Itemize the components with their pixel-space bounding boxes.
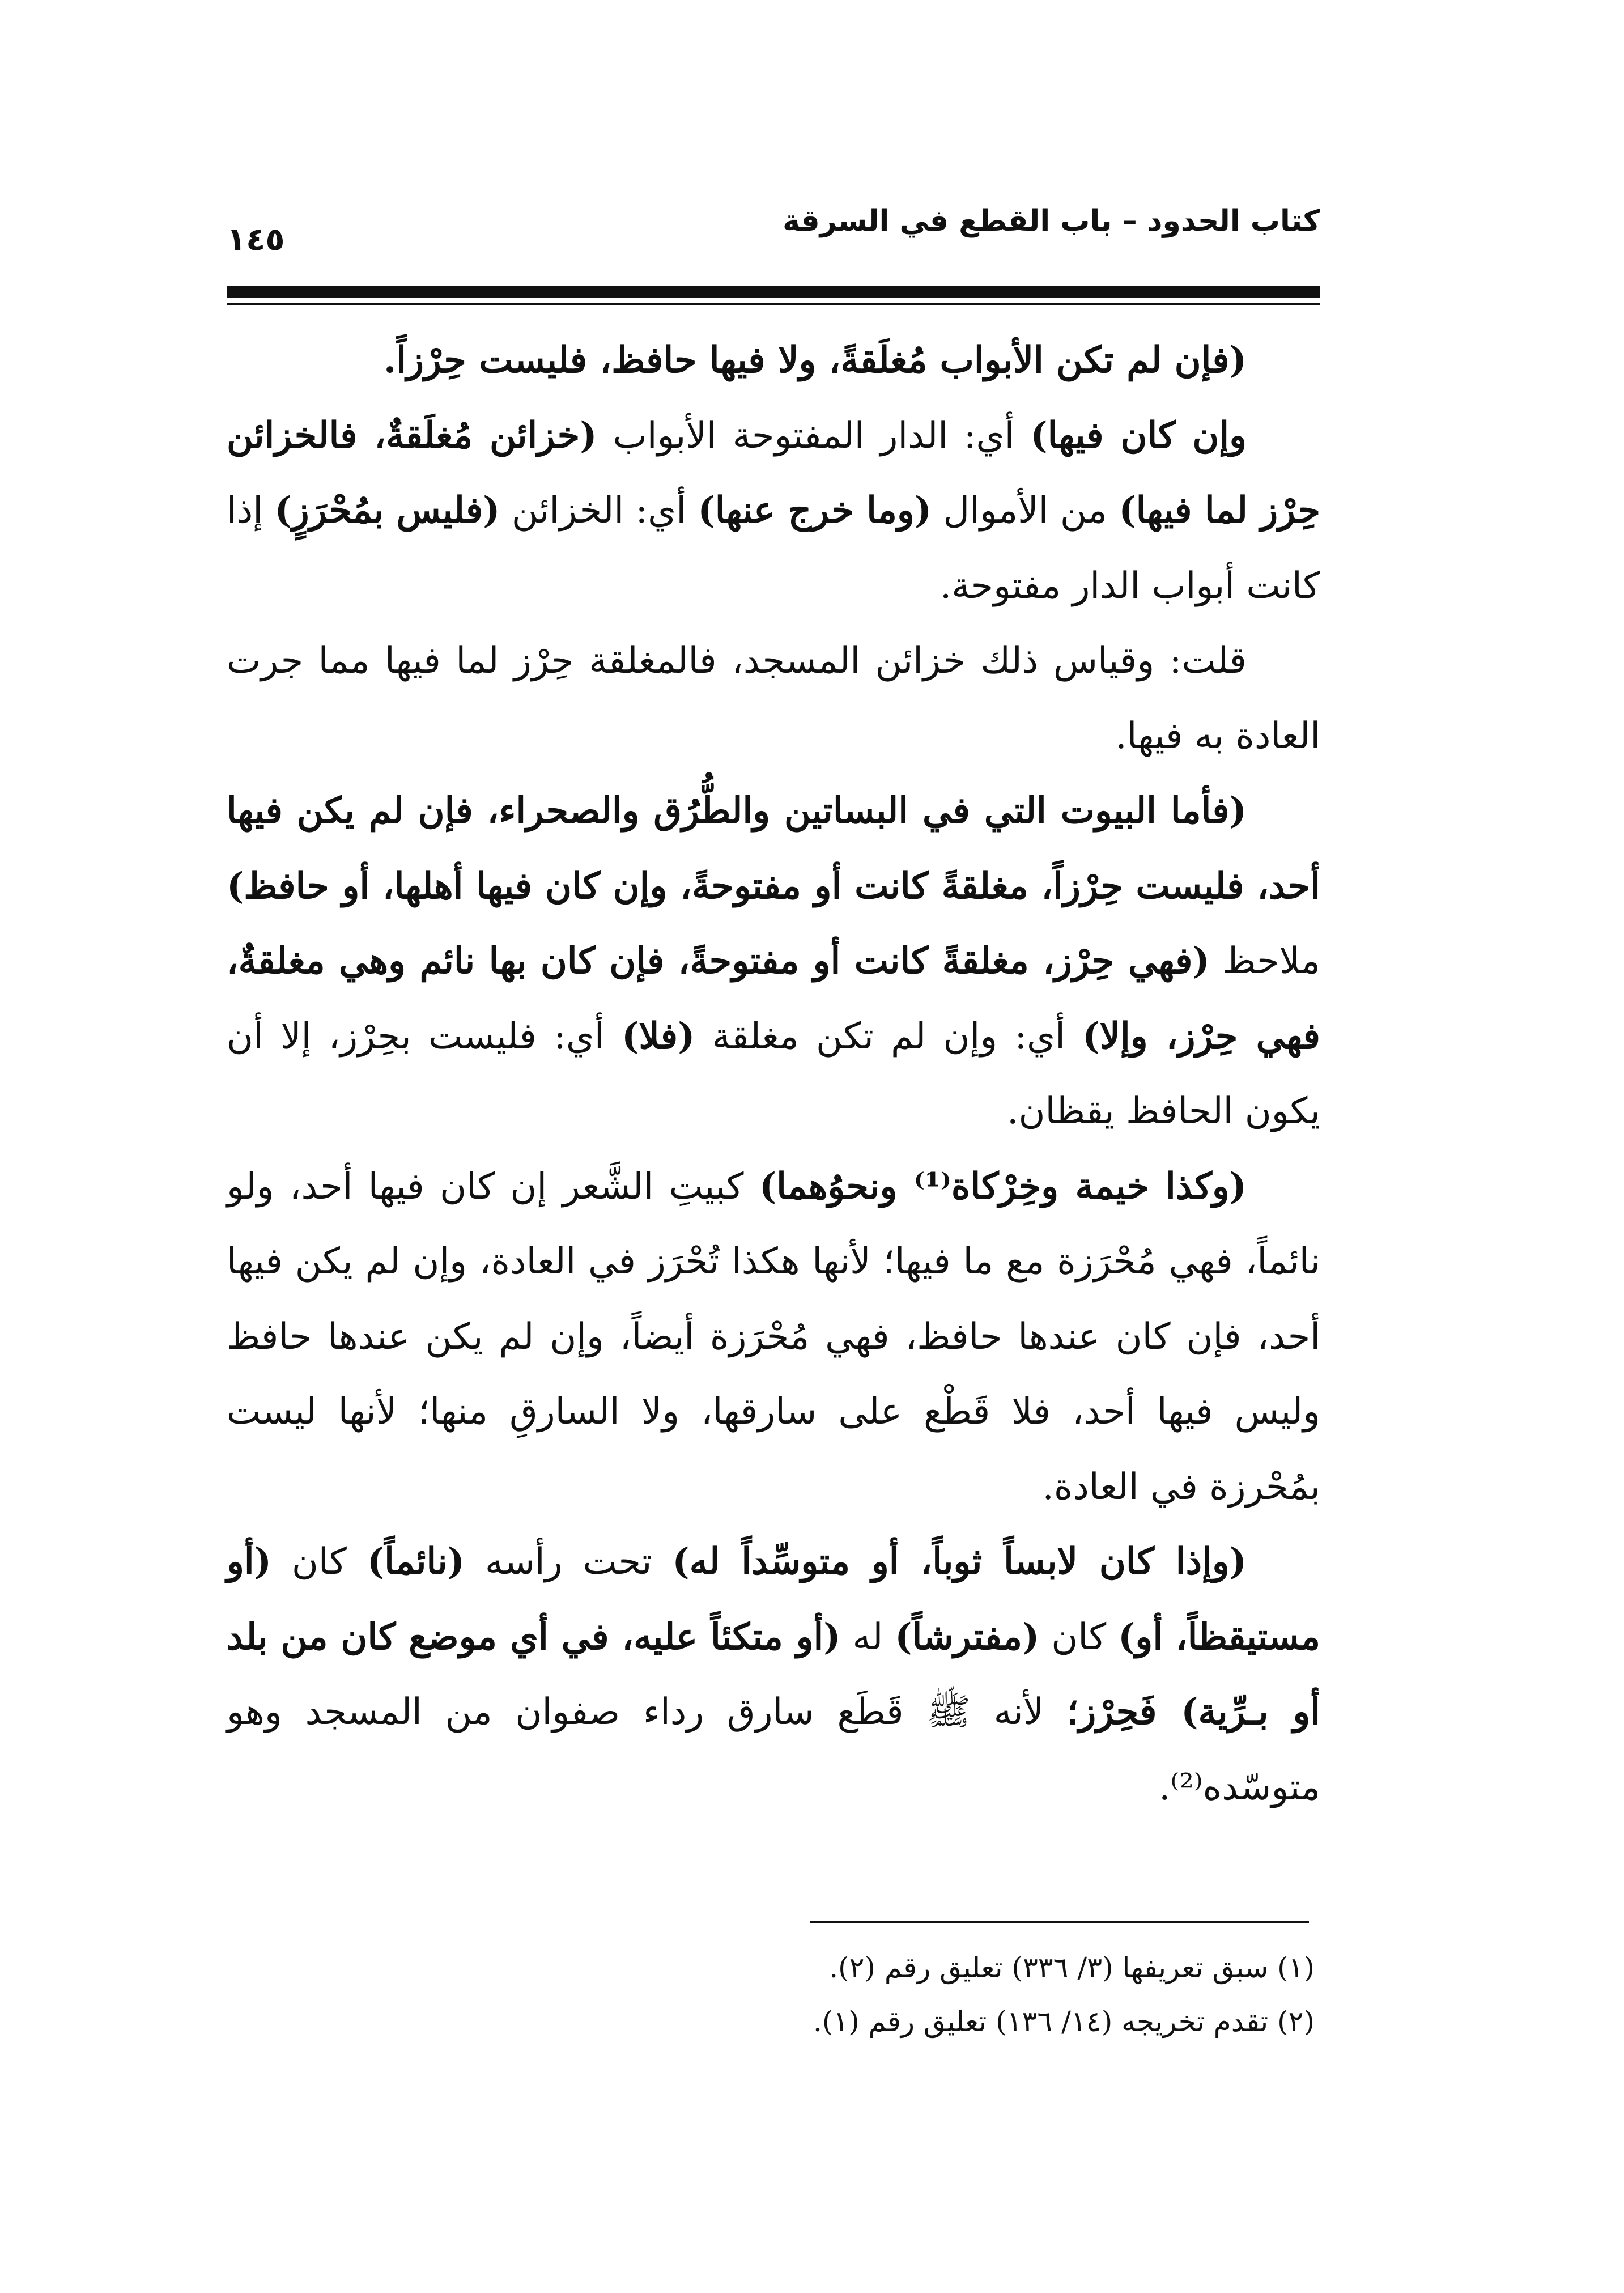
commentary-text: كان (271, 1541, 367, 1583)
running-title: كتاب الحدود – باب القطع في السرقة (783, 204, 1320, 238)
paragraph (227, 323, 1320, 398)
commentary-text: إذا كانت أبواب الدار مفتوحة. (227, 490, 1320, 607)
paragraph (227, 1149, 1320, 1525)
commentary-text: أي: وإن لم تكن مغلقة (695, 1015, 1083, 1058)
commentary-text: تحت رأسه (465, 1541, 673, 1583)
matn-text: (فأما البيوت التي في البساتين والطُّرُق والصحراء، فإن لم يكن فيها أحد، فليست حِرْزاً، مغلقةً كانت أو مفتوحةً، وإن كان فيها أهلها، أو حافظ) (227, 789, 1320, 907)
matn-text: (مفترشاً) (895, 1615, 1040, 1658)
matn-text: (فهي حِرْز، مغلقةً كانت أو مفتوحةً، فإن كان بها نائم وهي مغلقةٌ، فهي حِرْز، وإلا) (227, 940, 1321, 1058)
footnote-separator (810, 1921, 1309, 1923)
commentary-text: أي: الدار المفتوحة الأبواب (597, 414, 1031, 457)
commentary-text: ملاحظ (1209, 940, 1321, 982)
footnotes (227, 1941, 1320, 2049)
commentary-text: له (840, 1616, 895, 1658)
matn-text: (وإذا كان لابساً ثوباً، أو متوسِّداً له) (672, 1540, 1247, 1583)
footnote: (٢) تقدم تخريجه (١٤/ ١٣٦) تعليق رقم (١). (813, 2005, 1315, 2038)
commentary-text: كان (1039, 1616, 1119, 1658)
paragraph (227, 398, 1320, 624)
footnote: (١) سبق تعريفها (٣/ ٣٣٦) تعليق رقم (٢). (829, 1951, 1315, 1984)
matn-text: (أو مستيقظاً، أو) (227, 1540, 1321, 1658)
matn-text: وإن كان فيها) (1030, 414, 1247, 457)
paragraph (227, 1525, 1320, 1825)
matn-text: (وكذا خيمة وخِرْكاة⁽¹⁾ ونحوُهما) (759, 1165, 1247, 1208)
commentary-text: أي: فليست بحِرْز، إلا أن يكون الحافظ يقظان. (227, 1015, 1320, 1132)
header-rule-thin (227, 303, 1320, 305)
matn-text: (فلا) (622, 1014, 695, 1058)
commentary-text: أي: الخزائن (500, 490, 698, 532)
matn-text: (فليس بمُحْرَزٍ) (274, 489, 500, 532)
matn-text: (خزائن مُغلَقةٌ، فالخزائن حِرْز لما فيها) (227, 414, 1321, 532)
paragraph (227, 623, 1320, 774)
matn-text: (نائماً) (367, 1540, 465, 1583)
body-text (227, 323, 1320, 1825)
matn-text: (وما خرج عنها) (698, 489, 932, 532)
commentary-text: لأنه ﷺ قَطَع سارق رداء صفوان من المسجد وهو متوسّده⁽²⁾. (227, 1691, 1320, 1808)
page-number: ١٤٥ (227, 221, 285, 258)
matn-text: (أو متكئاً عليه، في أي موضع كان من بلد أو بـرِّية) فَحِرْز؛ (227, 1615, 1321, 1733)
header-rule-thick (227, 286, 1320, 298)
page-header (227, 198, 1320, 266)
commentary-text: قلت: وقياس ذلك خزائن المسجد، فالمغلقة حِرْز لما فيها مما جرت العادة به فيها. (227, 640, 1320, 757)
matn-text: (فإن لم تكن الأبواب مُغلَقةً، ولا فيها حافظ، فليست حِرْزاً. (384, 339, 1247, 381)
commentary-text: كبيتِ الشَّعر إن كان فيها أحد، ولو نائماً، فهي مُحْرَزة مع ما فيها؛ لأنها هكذا تُحْرَز في العادة، وإن لم يكن فيها أحد، فإن كان عندها حافظ، فهي مُحْرَزة أيضاً، وإن لم يكن عندها حافظ وليس فيها أحد، فلا قَطْع على سارقها، ولا السارقِ منها؛ لأنها ليست بمُحْرزة في العادة. (227, 1165, 1320, 1508)
commentary-text: من الأموال (932, 490, 1119, 532)
paragraph (227, 774, 1320, 1149)
